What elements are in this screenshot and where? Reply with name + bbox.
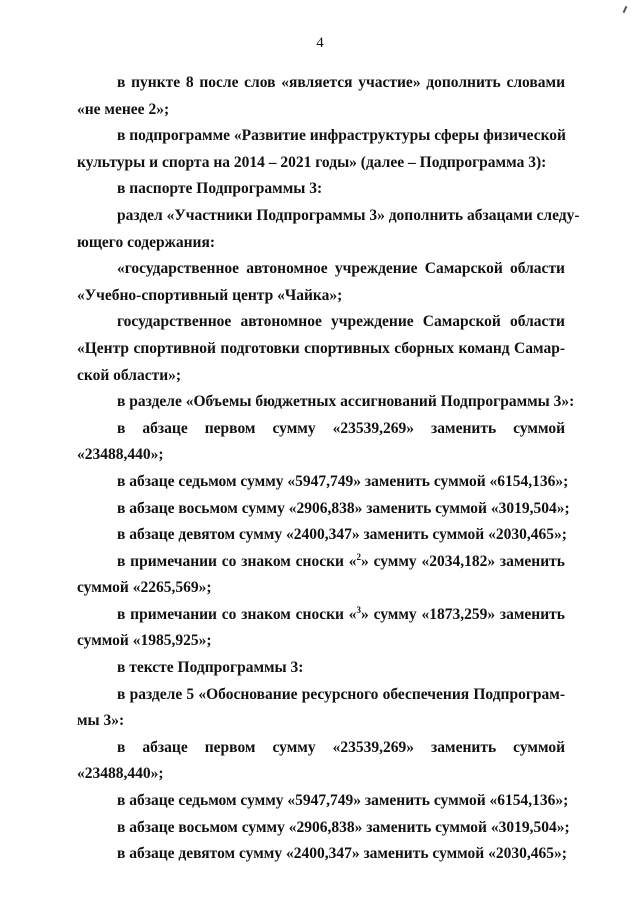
- text-line: [77, 363, 565, 390]
- text-line: [77, 708, 565, 735]
- text-line-content: в абзаце восьмом сумму «2906,838» заменить суммой «3019,504»;: [117, 818, 570, 836]
- text-line-content: в абзаце первом сумму «23539,269» заменить суммой: [117, 738, 565, 756]
- text-line: [77, 549, 565, 576]
- text-line: [77, 283, 565, 310]
- text-line-content: в абзаце девятом сумму «2400,347» заменить суммой «2030,465»;: [117, 845, 567, 863]
- text-line-content: в абзаце седьмом сумму «5947,749» заменить суммой «6154,136»;: [117, 472, 569, 490]
- text-line-content: «23488,440»;: [77, 446, 164, 464]
- text-line-content: суммой «2265,569»;: [77, 579, 212, 597]
- text-line: [77, 682, 565, 709]
- text-line: [77, 256, 565, 283]
- text-line: [77, 230, 565, 257]
- text-line-continuation: » сумму «1873,259» заменить: [361, 605, 565, 623]
- text-line: [77, 336, 565, 363]
- text-line: [77, 788, 569, 815]
- text-line: [77, 123, 565, 150]
- text-line-content: культуры и спорта на 2014 – 2021 годы» (далее – Подпрограмма 3):: [77, 153, 547, 171]
- text-line-content: в разделе «Объемы бюджетных ассигнований Подпрограммы 3»:: [117, 393, 575, 411]
- text-line-content: в разделе 5 «Обоснование ресурсного обеспечения Подпрограм-: [117, 685, 565, 703]
- text-line: [77, 442, 565, 469]
- text-line-content: государственное автономное учреждение Самарской области: [117, 313, 565, 331]
- text-line-content: суммой «1985,925»;: [77, 632, 212, 650]
- text-line-content: в пункте 8 после слов «является участие» дополнить словами: [117, 74, 565, 91]
- text-line-content: «23488,440»;: [77, 765, 164, 783]
- document-body: [77, 70, 580, 868]
- text-line-content: мы 3»:: [77, 712, 125, 730]
- text-line: [77, 841, 565, 868]
- text-line: [77, 309, 565, 336]
- text-line: [77, 815, 570, 842]
- text-line-content: раздел «Участники Подпрограммы 3» дополнить абзацами следу-: [117, 206, 580, 224]
- text-line: [77, 389, 575, 416]
- text-line-content: в абзаце восьмом сумму «2906,838» заменить суммой «3019,504»;: [117, 499, 570, 517]
- text-line: [77, 70, 565, 97]
- text-line: [77, 602, 565, 629]
- text-line-content: в паспорте Подпрограммы 3:: [117, 180, 323, 198]
- text-line-content: «государственное автономное учреждение Самарской области: [117, 260, 565, 278]
- text-line-continuation: » сумму «2034,182» заменить: [361, 552, 565, 570]
- scan-mark: [623, 6, 628, 13]
- text-line: [77, 150, 565, 177]
- text-line: [77, 628, 565, 655]
- text-line: [77, 97, 565, 124]
- text-line-content: в примечании со знаком сноски «: [117, 552, 357, 570]
- text-line: [77, 496, 570, 523]
- text-line: [77, 761, 565, 788]
- text-line-content: в абзаце девятом сумму «2400,347» заменить суммой «2030,465»;: [117, 526, 567, 544]
- text-line-content: в подпрограмме «Развитие инфраструктуры сферы физической: [117, 127, 566, 145]
- text-line-content: ющего содержания:: [77, 233, 216, 251]
- text-line: [77, 655, 565, 682]
- page-number: 4: [316, 35, 324, 51]
- text-line-content: «Центр спортивной подготовки спортивных сборных команд Самар-: [77, 339, 565, 357]
- text-line-content: в абзаце седьмом сумму «5947,749» заменить суммой «6154,136»;: [117, 792, 569, 810]
- text-line: [77, 203, 580, 230]
- footnote-mark: 2: [356, 551, 362, 562]
- text-line-content: «не менее 2»;: [77, 100, 170, 118]
- text-line-content: в абзаце первом сумму «23539,269» заменить суммой: [117, 419, 565, 437]
- footnote-mark: 3: [356, 604, 362, 615]
- text-line: [77, 522, 565, 549]
- text-line-content: в тексте Подпрограммы 3:: [117, 659, 304, 677]
- text-line: [77, 176, 565, 203]
- text-line-content: ской области»;: [77, 366, 182, 384]
- text-line: [77, 416, 565, 443]
- text-line: [77, 469, 569, 496]
- text-line: [77, 575, 565, 602]
- text-line-content: «Учебно-спортивный центр «Чайка»;: [77, 286, 343, 304]
- text-line: [77, 735, 565, 762]
- text-line-content: в примечании со знаком сноски «: [117, 605, 357, 623]
